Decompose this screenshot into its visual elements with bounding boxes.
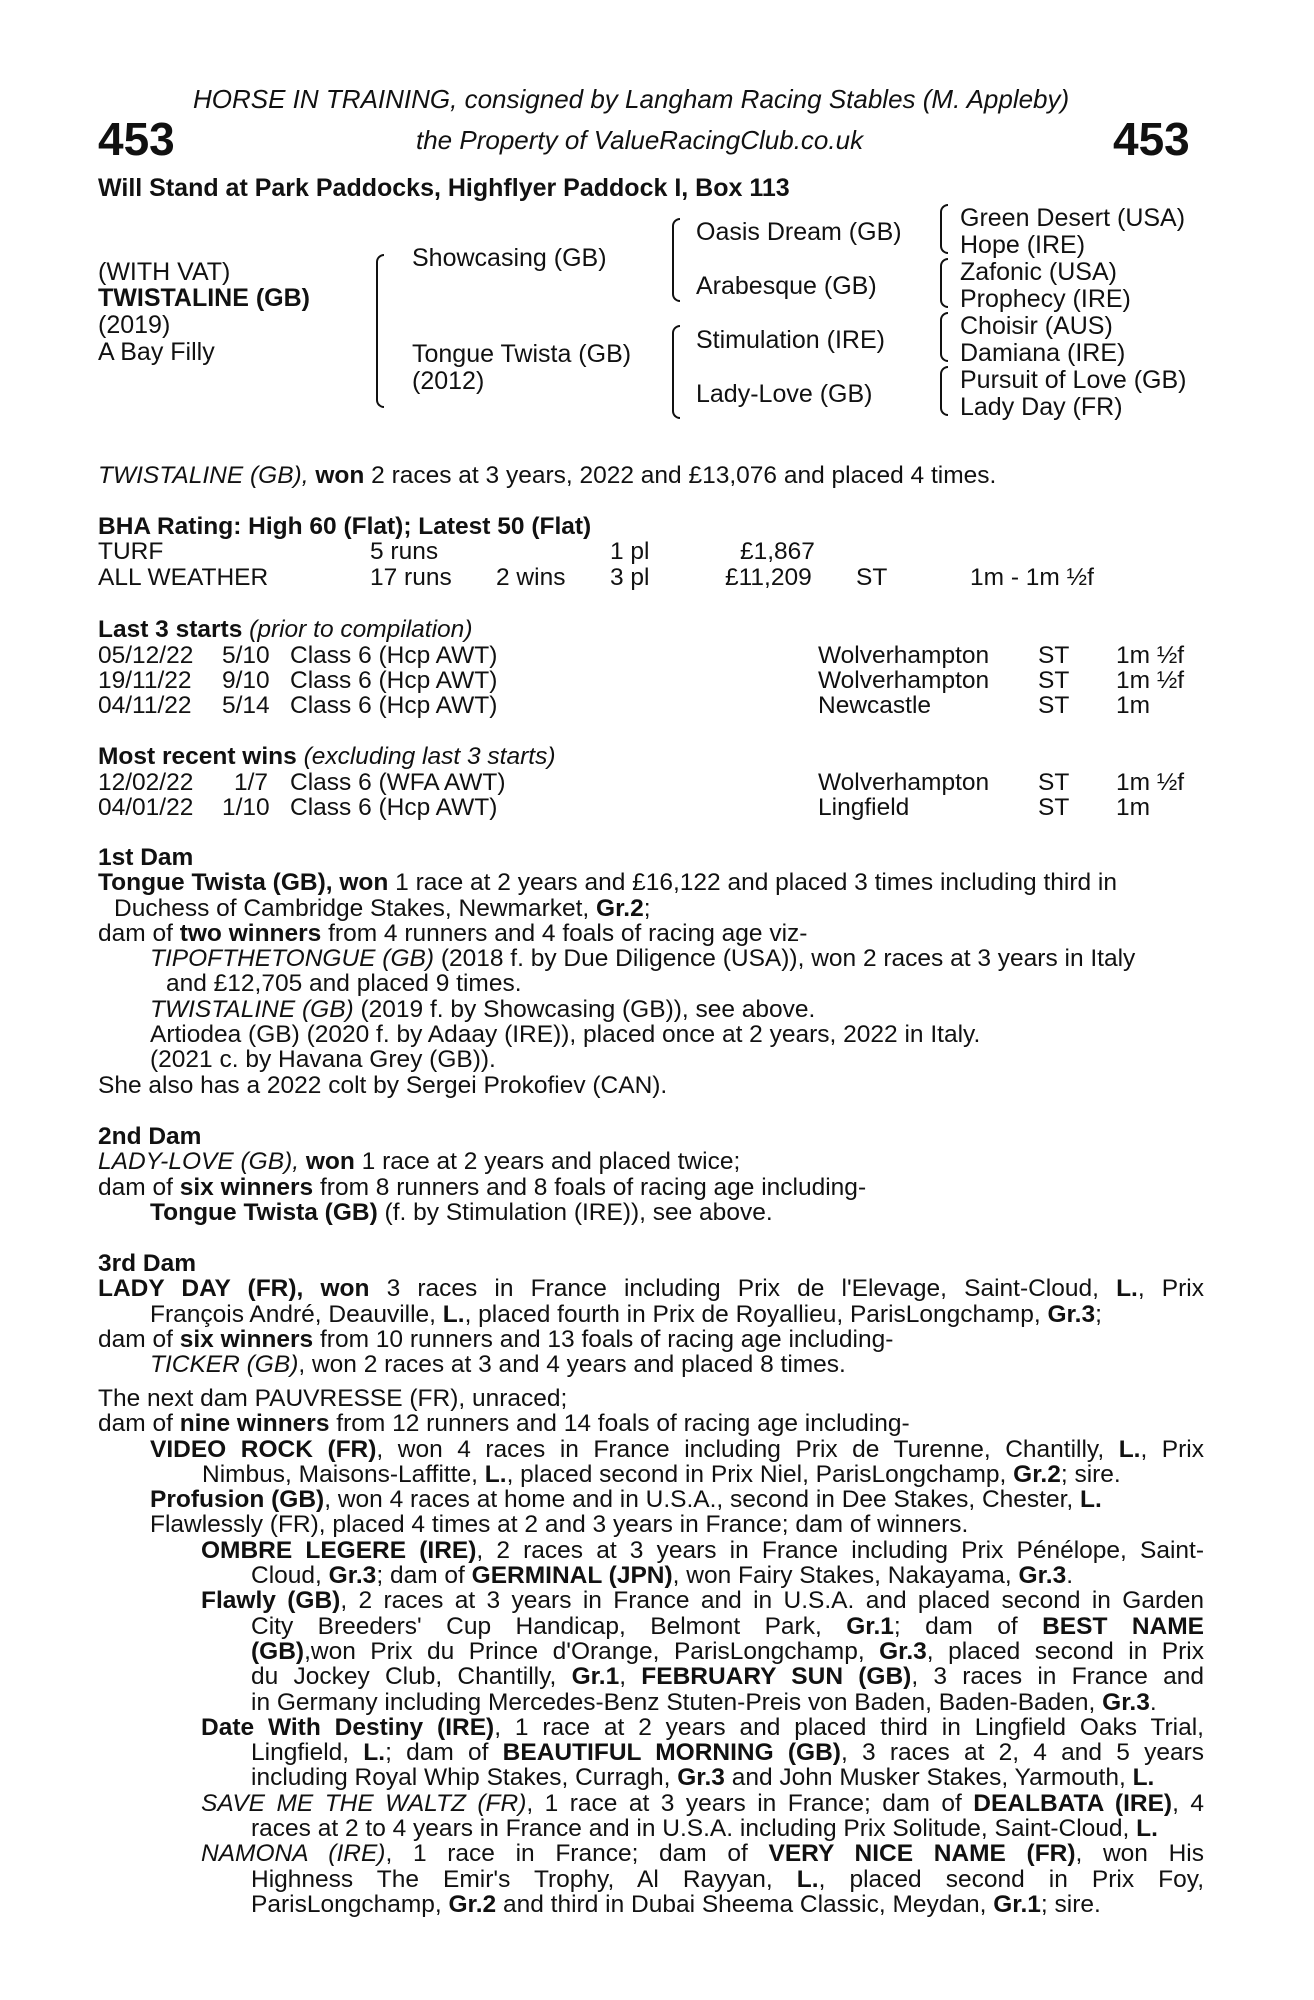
produce-text: , won 4 races at home and in U.S.A., second in Dee Stakes, Chester, xyxy=(324,1486,1081,1514)
grade-label: Gr.3 xyxy=(677,1764,725,1792)
won-label: won xyxy=(305,1148,355,1176)
produce-line xyxy=(201,1715,1204,1740)
last-starts-heading xyxy=(98,616,472,644)
grade-label: Gr.1 xyxy=(571,1663,620,1691)
produce-name: TICKER (GB) xyxy=(150,1351,299,1379)
third-dam-line xyxy=(98,1302,1204,1327)
start-position: 5/10 xyxy=(222,642,270,669)
last-start-row xyxy=(98,692,1198,718)
winners-count: six winners xyxy=(179,1173,314,1201)
win-date: 12/02/22 xyxy=(98,769,194,796)
produce-name: BEST NAME xyxy=(1042,1612,1205,1640)
produce-text: , 3 races in France and xyxy=(911,1663,1204,1691)
second-dam-name: LADY-LOVE (GB), xyxy=(98,1148,306,1176)
start-race-class: Class 6 (Hcp AWT) xyxy=(290,692,498,719)
listed-label: L. xyxy=(1116,1275,1138,1303)
pedigree-sire: Showcasing (GB) xyxy=(412,244,607,272)
produce-name: VERY NICE NAME (FR) xyxy=(768,1840,1076,1868)
third-dam-text: 3 races in France including Prix de l'Elevage, Saint-Cloud, xyxy=(369,1275,1117,1303)
pedigree-sire-dam: Arabesque (GB) xyxy=(696,272,877,300)
pedigree-dam-sire: Stimulation (IRE) xyxy=(696,326,885,354)
third-dam-text: , Prix xyxy=(1137,1275,1204,1303)
second-dam-line xyxy=(98,1149,1204,1174)
produce-line xyxy=(150,1462,1204,1487)
start-distance: 1m xyxy=(1116,692,1151,719)
produce-line: She also has a 2022 colt by Sergei Prokofiev (CAN). xyxy=(98,1071,668,1099)
pedigree-gen3-5: Choisir (AUS) xyxy=(960,312,1113,340)
listed-label: L. xyxy=(796,1865,819,1893)
grade-label: Gr.3 xyxy=(328,1562,377,1590)
pedigree-gen3-8: Lady Day (FR) xyxy=(960,393,1123,421)
rating-money: £1,867 xyxy=(740,538,815,565)
start-position: 9/10 xyxy=(222,667,270,694)
pedigree-brace-g2 xyxy=(940,258,948,308)
produce-text: , 4 xyxy=(1172,1789,1204,1817)
start-distance: 1m ½f xyxy=(1116,667,1185,694)
produce-name: Profusion (GB) xyxy=(150,1486,325,1514)
pedigree-brace-g4 xyxy=(940,366,948,416)
first-dam-heading: 1st Dam xyxy=(98,844,194,871)
pedigree-gen3-7: Pursuit of Love (GB) xyxy=(960,366,1187,394)
summary-won: won xyxy=(315,462,365,489)
produce-text: . xyxy=(1066,1562,1074,1590)
recent-wins-heading xyxy=(98,743,555,771)
lot-number-right: 453 xyxy=(1113,113,1190,165)
produce-line xyxy=(201,1563,1204,1588)
third-dam-name: LADY DAY (FR), won xyxy=(98,1275,370,1303)
bha-rating-heading: BHA Rating: High 60 (Flat); Latest 50 (Flat) xyxy=(98,513,592,540)
produce-name: NAMONA (IRE) xyxy=(201,1840,386,1868)
second-dam-section xyxy=(98,1124,1204,1225)
grade-label: Gr.3 xyxy=(1018,1562,1067,1590)
produce-line xyxy=(201,1816,1204,1841)
fourth-dam-line xyxy=(98,1411,1204,1436)
produce-line: Artiodea (GB) (2020 f. by Adaay (IRE)), placed once at 2 years, 2022 in Italy. xyxy=(150,1021,981,1049)
produce-text: and John Musker Stakes, Yarmouth, xyxy=(724,1764,1133,1792)
produce-name: FEBRUARY SUN (GB) xyxy=(641,1663,912,1691)
produce-text: including Royal Whip Stakes, Curragh, xyxy=(251,1764,678,1792)
win-race-class: Class 6 (Hcp AWT) xyxy=(290,794,498,821)
recent-wins-note: (excluding last 3 starts) xyxy=(303,743,556,770)
start-date: 05/12/22 xyxy=(98,642,194,669)
produce-text: du Jockey Club, Chantilly, xyxy=(251,1663,572,1691)
produce-text: in Germany including Mercedes-Benz Stuten-Preis von Baden, Baden-Baden, xyxy=(251,1688,1103,1716)
produce-text: , won Fairy Stakes, Nakayama, xyxy=(672,1562,1019,1590)
listed-label: L. xyxy=(484,1460,507,1488)
produce-grandchildren xyxy=(98,1538,1204,1917)
catalogue-header-line2: the Property of ValueRacingClub.co.uk xyxy=(416,125,864,155)
first-dam-line xyxy=(98,921,1204,946)
produce-name: Tongue Twista (GB) xyxy=(150,1198,378,1226)
win-position: 1/7 xyxy=(234,769,269,796)
grade-label: Gr.2 xyxy=(596,894,644,922)
pedigree-brace-g3 xyxy=(940,312,948,362)
vat-status: (WITH VAT) xyxy=(98,258,231,286)
produce-text: , won 2 races at 3 and 4 years and placed 8 times. xyxy=(298,1351,846,1379)
produce-line xyxy=(201,1588,1204,1613)
produce-text: and third in Dubai Sheema Classic, Meydan, xyxy=(496,1890,994,1918)
produce-line xyxy=(150,1437,1204,1462)
grade-label: Gr.1 xyxy=(846,1612,894,1640)
produce-line xyxy=(98,946,1204,971)
produce-text: ; sire. xyxy=(1060,1460,1121,1488)
produce-line xyxy=(201,1841,1204,1866)
grade-label: Gr.3 xyxy=(1047,1300,1096,1328)
rating-row-all-weather xyxy=(98,564,1198,590)
produce-name: (GB) xyxy=(251,1637,305,1665)
produce-text: (f. by Stimulation (IRE)), see above. xyxy=(377,1198,773,1226)
grade-label: Gr.3 xyxy=(1102,1688,1150,1716)
produce-name: BEAUTIFUL MORNING (GB) xyxy=(502,1739,841,1767)
start-position: 5/14 xyxy=(222,692,270,719)
produce-text: ; sire. xyxy=(1040,1890,1101,1918)
last-start-row xyxy=(98,667,1198,693)
start-going: ST xyxy=(1038,667,1070,694)
grade-label: Gr.2 xyxy=(1013,1460,1061,1488)
start-date: 04/11/22 xyxy=(98,692,192,719)
win-distance: 1m ½f xyxy=(1116,769,1185,796)
third-dam-text: , placed fourth in Prix de Royallieu, ParisLongchamp, xyxy=(464,1300,1048,1328)
produce-text: Cloud, xyxy=(251,1562,329,1590)
produce-line xyxy=(251,1765,1204,1790)
produce-line: Flawlessly (FR), placed 4 times at 2 and 3 years in France; dam of winners. xyxy=(150,1511,969,1539)
start-going: ST xyxy=(1038,642,1070,669)
produce-text: , won His xyxy=(1075,1840,1204,1868)
win-date: 04/01/22 xyxy=(98,794,194,821)
produce-line: (2021 c. by Havana Grey (GB)). xyxy=(150,1046,496,1074)
produce-text: , 1 race in France; dam of xyxy=(385,1840,769,1868)
produce-text: , 3 races at 2, 4 and 5 years xyxy=(840,1739,1205,1767)
produce-name: TWISTALINE (GB) xyxy=(150,995,354,1023)
win-distance: 1m xyxy=(1116,794,1151,821)
rating-row-turf xyxy=(98,538,1198,564)
produce-text: (2019 f. by Showcasing (GB)), see above. xyxy=(353,995,816,1023)
first-dam-text: Duchess of Cambridge Stakes, Newmarket, xyxy=(114,894,597,922)
rating-runs: 5 runs xyxy=(370,538,439,565)
pedigree-sire-sire: Oasis Dream (GB) xyxy=(696,218,902,246)
produce-name: DEALBATA (IRE) xyxy=(973,1789,1173,1817)
produce-text: ; dam of xyxy=(893,1612,1043,1640)
produce-text: , Prix xyxy=(1140,1435,1205,1463)
first-dam-section xyxy=(98,845,1204,1098)
second-dam-line xyxy=(98,1175,1204,1200)
grade-label: Gr.3 xyxy=(879,1637,927,1665)
pedigree-brace-g1 xyxy=(940,204,948,254)
produce-line xyxy=(201,1791,1204,1816)
produce-text: ,won Prix du Prince d'Orange, ParisLongchamp, xyxy=(304,1637,880,1665)
horse-description: A Bay Filly xyxy=(98,338,215,366)
pedigree-gen3-6: Damiana (IRE) xyxy=(960,339,1126,367)
produce-text: races at 2 to 4 years in France and in U.S.A. including Prix Solitude, Saint-Cloud, xyxy=(251,1815,1137,1843)
pedigree-dam-dam: Lady-Love (GB) xyxy=(696,380,873,408)
produce-video-rock xyxy=(98,1437,1204,1538)
produce-text: . xyxy=(1149,1688,1157,1716)
produce-name: VIDEO ROCK (FR) xyxy=(150,1435,377,1463)
second-dam-line xyxy=(98,1200,1204,1225)
recent-wins-title: Most recent wins xyxy=(98,743,297,770)
pedigree-brace-main xyxy=(376,254,384,408)
first-dam-text: ; xyxy=(643,894,651,922)
horse-name: TWISTALINE (GB) xyxy=(98,284,310,312)
produce-text: Lingfield, xyxy=(251,1739,364,1767)
pedigree-gen3-1: Green Desert (USA) xyxy=(960,204,1186,232)
third-dam-line xyxy=(98,1352,1204,1377)
produce-text: , 2 races at 3 years in France and in U.S.A. and placed second in Garden xyxy=(340,1587,1205,1615)
summary-horse-name: TWISTALINE (GB), xyxy=(98,462,309,489)
first-dam-text: 1 race at 2 years and £16,122 and placed 3 times including third in xyxy=(388,869,1118,897)
produce-name: SAVE ME THE WALTZ (FR) xyxy=(201,1789,527,1817)
last-start-row xyxy=(98,642,1198,668)
produce-line xyxy=(98,997,1204,1022)
start-date: 19/11/22 xyxy=(98,667,192,694)
produce-text: ; dam of xyxy=(385,1739,503,1767)
produce-text: Highness The Emir's Trophy, Al Rayyan, xyxy=(251,1865,797,1893)
third-dam-line xyxy=(98,1327,1204,1352)
rating-going: ST xyxy=(856,564,888,591)
produce-line xyxy=(150,1487,1204,1512)
produce-text: , placed second in Prix Foy, xyxy=(818,1865,1205,1893)
second-dam-heading: 2nd Dam xyxy=(98,1123,202,1150)
start-race-class: Class 6 (Hcp AWT) xyxy=(290,642,498,669)
winners-count: two winners xyxy=(179,919,322,947)
produce-text: , placed second in Prix Niel, ParisLongchamp, xyxy=(506,1460,1014,1488)
pedigree-brace-sire xyxy=(672,218,680,302)
rating-distance: 1m - 1m ½f xyxy=(970,564,1094,591)
fourth-dam-section xyxy=(98,1386,1204,1917)
start-race-class: Class 6 (Hcp AWT) xyxy=(290,667,498,694)
start-course: Newcastle xyxy=(818,692,932,719)
first-dam-line xyxy=(98,896,1204,921)
listed-label: L. xyxy=(442,1300,465,1328)
produce-text: (2018 f. by Due Diligence (USA)), won 2 races at 3 years in Italy xyxy=(434,945,1136,973)
win-going: ST xyxy=(1038,769,1070,796)
third-dam-heading: 3rd Dam xyxy=(98,1250,197,1277)
win-course: Wolverhampton xyxy=(818,769,990,796)
produce-line xyxy=(251,1614,1204,1639)
produce-line xyxy=(251,1690,1204,1715)
recent-win-row xyxy=(98,794,1198,820)
pedigree-gen3-4: Prophecy (IRE) xyxy=(960,285,1131,313)
produce-continuation xyxy=(201,1614,1204,1715)
third-dam-text: François André, Deauville, xyxy=(150,1300,443,1328)
listed-label: L. xyxy=(1080,1486,1102,1514)
produce-text: , 2 races at 3 years in France including Prix Pénélope, Saint- xyxy=(476,1536,1204,1564)
third-dam-text: ; xyxy=(1095,1300,1102,1328)
lot-number-left: 453 xyxy=(98,113,175,165)
catalogue-header-line1: HORSE IN TRAINING, consigned by Langham Racing Stables (M. Appleby) xyxy=(193,84,1070,114)
produce-name: OMBRE LEGERE (IRE) xyxy=(201,1536,477,1564)
produce-line xyxy=(201,1538,1204,1563)
race-summary xyxy=(98,462,996,490)
winners-count: six winners xyxy=(179,1325,314,1353)
produce-text: ; dam of xyxy=(376,1562,472,1590)
listed-label: L. xyxy=(363,1739,386,1767)
listed-label: L. xyxy=(1136,1815,1158,1843)
produce-text: , xyxy=(619,1663,642,1691)
second-dam-text: 1 race at 2 years and placed twice; xyxy=(354,1148,741,1176)
last-starts-note: (prior to compilation) xyxy=(249,616,473,643)
third-dam-section xyxy=(98,1251,1204,1377)
produce-text: ParisLongchamp, xyxy=(251,1890,449,1918)
third-dam-text: from 10 runners and 13 foals of racing age including- xyxy=(313,1325,894,1353)
produce-line xyxy=(251,1892,1204,1917)
produce-line xyxy=(251,1664,1204,1689)
start-course: Wolverhampton xyxy=(818,667,990,694)
third-dam-text: dam of xyxy=(98,1325,180,1353)
first-dam-text: dam of xyxy=(98,919,180,947)
start-going: ST xyxy=(1038,692,1070,719)
recent-win-row xyxy=(98,769,1198,795)
fourth-dam-text: from 12 runners and 14 foals of racing age including- xyxy=(329,1410,910,1438)
rating-placed: 3 pl xyxy=(610,564,650,591)
listed-label: L. xyxy=(1118,1435,1141,1463)
second-dam-text: from 8 runners and 8 foals of racing age including- xyxy=(313,1173,867,1201)
grade-label: Gr.1 xyxy=(993,1890,1041,1918)
win-position: 1/10 xyxy=(222,794,270,821)
pedigree-gen3-2: Hope (IRE) xyxy=(960,231,1086,259)
rating-surface: TURF xyxy=(98,538,164,565)
win-race-class: Class 6 (WFA AWT) xyxy=(290,769,506,796)
rating-money: £11,209 xyxy=(725,564,812,591)
rating-surface: ALL WEATHER xyxy=(98,564,269,591)
third-dam-line xyxy=(98,1276,1204,1301)
produce-line xyxy=(251,1740,1204,1765)
start-distance: 1m ½f xyxy=(1116,642,1185,669)
rating-runs: 17 runs xyxy=(370,564,452,591)
win-going: ST xyxy=(1038,794,1070,821)
pedigree-dam-year: (2012) xyxy=(412,367,485,395)
grade-label: Gr.2 xyxy=(448,1890,497,1918)
first-dam-text: from 4 runners and 4 foals of racing age viz- xyxy=(321,919,808,947)
pedigree-dam: Tongue Twista (GB) xyxy=(412,340,632,368)
first-dam-name: Tongue Twista (GB), won xyxy=(98,869,389,897)
win-course: Lingfield xyxy=(818,794,910,821)
first-dam-line xyxy=(98,870,1204,895)
second-dam-text: dam of xyxy=(98,1173,180,1201)
produce-text: , 1 race at 3 years in France; dam of xyxy=(526,1789,974,1817)
produce-name: TIPOFTHETONGUE (GB) xyxy=(150,945,435,973)
produce-continuation xyxy=(201,1867,1204,1918)
produce-name: Flawly (GB) xyxy=(201,1587,341,1615)
listed-label: L. xyxy=(1132,1764,1155,1792)
foaling-year: (2019) xyxy=(98,311,171,339)
produce-continuation xyxy=(201,1740,1204,1791)
summary-text: 2 races at 3 years, 2022 and £13,076 and placed 4 times. xyxy=(364,462,997,489)
rating-placed: 1 pl xyxy=(610,538,650,565)
produce-text: , won 4 races in France including Prix de Turenne, Chantilly, xyxy=(376,1435,1119,1463)
produce-name: Date With Destiny (IRE) xyxy=(201,1713,495,1741)
produce-name: GERMINAL (JPN) xyxy=(471,1562,673,1590)
produce-text: , placed second in Prix xyxy=(926,1637,1204,1665)
last-starts-title: Last 3 starts xyxy=(98,616,243,643)
produce-text: Nimbus, Maisons-Laffitte, xyxy=(202,1460,485,1488)
pedigree-brace-dam xyxy=(672,325,680,419)
produce-text: , 1 race at 2 years and placed third in Lingfield Oaks Trial, xyxy=(494,1713,1204,1741)
rating-wins: 2 wins xyxy=(496,564,566,591)
produce-line: and £12,705 and placed 9 times. xyxy=(166,970,522,998)
produce-text: City Breeders' Cup Handicap, Belmont Park, xyxy=(251,1612,847,1640)
pedigree-gen3-3: Zafonic (USA) xyxy=(960,258,1117,286)
produce-line xyxy=(251,1639,1204,1664)
fourth-dam-line: The next dam PAUVRESSE (FR), unraced; xyxy=(98,1385,568,1412)
winners-count: nine winners xyxy=(179,1410,330,1438)
fourth-dam-text: dam of xyxy=(98,1410,180,1438)
produce-line xyxy=(251,1867,1204,1892)
start-course: Wolverhampton xyxy=(818,642,990,669)
stand-location: Will Stand at Park Paddocks, Highflyer Paddock I, Box 113 xyxy=(98,174,790,202)
